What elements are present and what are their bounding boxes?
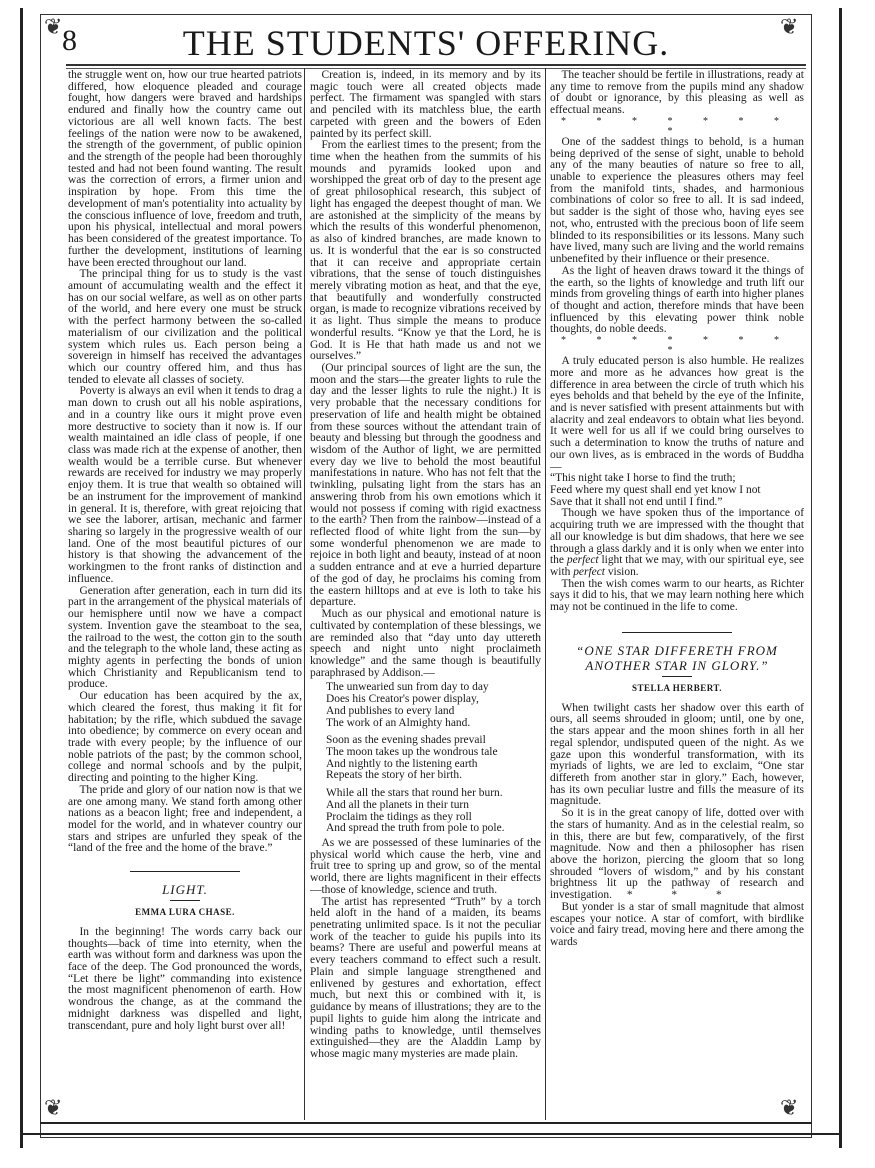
poem-line: The unwearied sun from day to day: [326, 681, 489, 694]
paragraph: (Our principal sources of light are the sun, the moon and the stars—the greater lights to rule the day and the lesser lights to rule the night.) It is very probable that the necessary conditions for preservation of life and health might be obtained from these sources without the attendant train of beauty and blessing but through the goodness and wisdom of the Author of light, we are permitted every day we live to behold the most beautiful manifestations in nature. Who has not felt that the twinkling, pulsating light from the stars has an answering throb from his own emotions which it would not possess if coming with rigid exactness to the earth? Then from the rainbow—instead of a reflected flood of white light from the sun—by some wonderful phenomenon we are made to rejoice in both light and beauty, instead of at noon a sudden entrance and at eve a hurried departure of the god of day, he proclaims his coming from the eastern hilltops and at eve is loth to take his departure.: [310, 361, 541, 609]
poem-line: Soon as the evening shades prevail: [326, 734, 486, 747]
quote-line: Feed where my quest shall end yet know I not: [550, 484, 761, 496]
article-author: EMMA LURA CHASE.: [135, 907, 235, 918]
text-run: So it is in the great canopy of life, dotted over with the stars of humanity. And as in the celestial realm, so in this, there are but few, comparatively, of the first magnitude. Now and then a philosopher has risen above the horizon, piercing the gloom that so long shrouded “lovers of wisdom,” and by his constant brightness lit up the pathway of research and investigation.: [550, 807, 804, 902]
paragraph: the struggle went on, how our true hearted patriots differed, how eloquence pleaded and courage fought, how dangers were braved and hardships endured and finally how the country came out victorious are all well known facts. The best feelings of the nation were now to be awakened, the strength of the government, of public opinion and the strength of the people had been thoroughly tested and had not been found wanting. The result was the correction of errors, a firmer union and inspiration by hope. From this time the development of man's potentiality into actuality by the conscious influence of love, freedom and truth, upon his physical, intellectual and moral powers has been considered of the greatest importance. To further the development, institutions of learning have been erected throughout our land.: [68, 70, 302, 269]
masthead: [44, 18, 808, 62]
section-asterisks: * * * * * * * *: [561, 335, 793, 357]
poem-line: While all the stars that round her burn.: [326, 787, 503, 800]
paragraph: [550, 808, 804, 902]
floral-ornament-icon: ❦: [780, 14, 799, 39]
paragraph: Our education has been acquired by the ax, which cleared the forest, thus making it fit for habitation; by the rifle, which subdued the savage into obedience; by commerce on every ocean and trade with every people; by the influence of our noble patriots of the past; by the common school, college and normal schools and by the pulpit, directing and pointing to the higher King.: [68, 690, 302, 785]
article-author: STELLA HERBERT.: [631, 682, 723, 693]
column-divider: [545, 68, 546, 1120]
text-run: light that we may, with our spiritual eye, see with: [550, 554, 804, 579]
poem: [326, 682, 541, 835]
header-rule: [66, 64, 806, 69]
section-asterisks: * * * * * * * *: [561, 115, 793, 137]
poem-line: And publishes to every land: [326, 704, 455, 717]
paragraph: As we are possessed of these luminaries of the physical world which cause the herb, vine and fruit tree to spring up and grow, so of the mental world, there are lights magnificent in their effects—those of knowledge, science and truth.: [310, 837, 541, 896]
paragraph: Poverty is always an evil when it tends to drag a man down to crush out all his noble aspirations, and in a country like ours it might prove even more destructive to society than it now is. If our wealth maintained an idle class of people, if one class was made rich at the expense of another, then wealth would be a terrible curse. But whenever rewards are received for industry we may properly enjoy them. It is true that wealth so obtained will be an instrument for the improvement of mankind in general. It is, therefore, with great rejoicing that we see the laborer, artisan, mechanic and farmer sharing so largely in the progressive wealth of our land. One of the most beautiful pictures of our history is that showing the advancement of the workingmen to the front ranks of distinction and influence.: [68, 385, 302, 585]
floral-ornament-icon: ❦: [44, 1095, 63, 1120]
paragraph: From the earliest times to the present; from the time when the heathen from the summits of his mounds and pyramids looked upon and worshipped the great orb of day to the present age of great philosophical research, this subject of light has engaged the deepest thought of man. We are astonished at the simplicity of the means by which the results of this wonderful phenomenon, as also of kindred branches, are made known to us. It is wonderful that the ear is so constructed that it can receive and appropriate certain vibrations, that the sense of touch distinguishes merely vibrating motion as heat, and that the eye, that beautifully and wonderfully constructed organ, is made to recognize vibrations received by it as light. Thus simple the means to produce wonderful results. “Know ye that the Lord, he is God. It is He that hath made us and not we ourselves.”: [310, 139, 541, 363]
text-run: vision.: [604, 566, 639, 579]
floral-ornament-icon: ❦: [44, 14, 63, 39]
text-run: Though we have spoken thus of the importance of acquiring truth we are impressed with the thought that all our knowledge is but dim shadows, that here we see through a glass darkly and it is only when we enter into the: [550, 507, 804, 567]
paragraph: The artist has represented “Truth” by a torch held aloft in the hand of a maiden, its beams penetrating unlimited space. Is it not the peculiar work of the teacher to guide his pupils into its beams? There are useful and powerful means at every teachers command to effect such a result. Plain and simple language strengthened and enlivened by gestures and exhortation, effect much, but next this or combined with it, is guidance by means of illustrations; they are to the pupil lights to guide him along the intricate and winding paths to knowledge, until themselves extinguished—they are the Aladdin Lamp by whose magic many mysteries are made plain.: [310, 895, 541, 1060]
poem-line: Proclaim the tidings as they roll: [326, 810, 472, 823]
poem-stanza: [326, 735, 541, 782]
article-title-line: ANOTHER STAR IN GLORY.”: [585, 657, 769, 673]
paragraph: As the light of heaven draws toward it the things of the earth, so the lights of knowledge and truth lift our minds from groveling things of earth into higher planes of thought and action, therefore minds that have been influenced by this elevating power think noble thoughts, do noble deeds.: [550, 264, 804, 336]
article-title: LIGHT.: [162, 882, 208, 898]
column-1: [68, 70, 302, 1120]
title-rule: [662, 676, 692, 677]
paragraph: Then the wish comes warm to our hearts, as Richter says it did to his, that we may learn nothing here which may not be continued in the life to come.: [550, 577, 804, 614]
page-number: 8: [62, 24, 77, 57]
paragraph: [550, 508, 804, 578]
paragraph: Generation after generation, each in turn did its part in the arrangement of the physical materials of our hemisphere until now we have a compact system. Invention gave the steamboat to the sea, the railroad to the west, the cotton gin to the south and the telegraph to the whole land, these acting as mighty agents in perfecting the bonds of union which Christianity and Republicanism tend to produce.: [68, 584, 302, 691]
paragraph: A truly educated person is also humble. He realizes more and more as he advances how great is the difference in area between the circle of truth which his eyes beholds and that beheld by the eye of the Infinite, and is never satisfied with present attainments but with alacrity and zeal endeavors to obtain what lies beyond. It were well for us all if we could bring ourselves to such a determination to know the truths of nature and our own lives, as is embraced in the words of Buddha—: [550, 355, 804, 473]
poem-line: Does his Creator's power display,: [326, 693, 479, 706]
article-title-line: “ONE STAR DIFFERETH FROM: [576, 642, 778, 658]
title-rule: [170, 900, 200, 901]
poem-line: And nightly to the listening earth: [326, 757, 478, 770]
paragraph: The teacher should be fertile in illustrations, ready at any time to remove from the pupils mind any shadow of doubt or ignorance, by this pleasing as well as effectual means.: [550, 70, 804, 117]
poem-line: And spread the truth from pole to pole.: [326, 822, 505, 835]
column-divider: [304, 68, 305, 1120]
bottom-rule: [20, 1133, 839, 1135]
publication-title: THE STUDENTS' OFFERING.: [182, 23, 670, 63]
paragraph: When twilight casts her shadow over this earth of ours, all seems shrouded in gloom; until, one by one, the stars appear and the moon shines forth in all her regal splendor, undisputed queen of the night. As we gaze upon this wonderful transformation, with its myriads of lights, we are led to exclaim, “One star differeth from another star in glory.” Each, however, has its own peculiar lustre and fills the measure of its magnitude.: [550, 701, 804, 808]
quotation: [550, 473, 804, 508]
section-rule: [130, 871, 240, 872]
paragraph: The pride and glory of our nation now is that we are one among many. We stand forth among other nations as a beacon light; free and independent, a model for the world, and in whatever country our stars and stripes are unfurled they speak of the “land of the free and the home of the brave.”: [68, 783, 302, 855]
poem-stanza: [326, 788, 541, 835]
poem-line: The moon takes up the wondrous tale: [326, 745, 498, 758]
paragraph: Much as our physical and emotional nature is cultivated by contemplation of these blessings, we are reminded also that “day unto day uttereth speech and night unto night proclaimeth knowledge” and the same though is beautifully paraphrased by Addison.—: [310, 608, 541, 679]
section-rule: [622, 632, 732, 633]
paragraph: One of the saddest things to behold, is a human being deprived of the sense of sight, unable to behold any of the many beauties of nature so free to all, unable to experience the pleasures others may feel from the manifold tints, shades, and harmonious combinations of color so free to all. It is sad indeed, but sadder is the sight of those who, having eyes see not, who, entrusted with the precious boon of life seem blinded to its responsibilities or its lessons. Many such have lived, many such are living and the world remains unbenefited by their influence or their presence.: [550, 135, 804, 266]
poem-line: And all the planets in their turn: [326, 798, 469, 811]
poem-line: Repeats the story of her birth.: [326, 769, 462, 782]
quote-line: Save that it shall not end until I find.”: [550, 495, 723, 508]
bottom-rule: [40, 1122, 812, 1124]
poem-line: The work of an Almighty hand.: [326, 716, 471, 729]
paragraph: The principal thing for us to study is the vast amount of accumulating wealth and the effect it has on our social welfare, as well as on other parts of the world, and here every one must be struck with the perfect harmony between the so-called materialism of our civilization and the political system which rules us. Each person being a sovereign in himself has received the advantages which our country offered him, and thus has tended to elevate all classes of society.: [68, 268, 302, 386]
article-title: [550, 643, 804, 673]
column-2: [310, 70, 541, 1120]
floral-ornament-icon: ❦: [780, 1095, 799, 1120]
section-asterisks: * * *: [626, 889, 740, 902]
paragraph: But yonder is a star of small magnitude that almost escapes your notice. A star of comfort, with birdlike voice and fairy tread, moving here and there among the wards: [550, 900, 804, 948]
quote-line: “This night take I horse to find the truth;: [550, 472, 736, 485]
column-3: [550, 70, 804, 1120]
poem-stanza: [326, 682, 541, 729]
paragraph: Creation is, indeed, in its memory and by its magic touch were all created objects made perfect. The firmament was spangled with stars and penciled with its matchless blue, the earth carpeted with green and the bowers of Eden painted by its perfect skill.: [310, 70, 541, 140]
paragraph: In the beginning! The words carry back our thoughts—back of time into eternity, when the earth was without form and darkness was upon the face of the deep. The God pronounced the words, “Let there be light” commanding into existence the most magnificent phenomenon of earth. How wondrous the change, as at the command the midnight darkness was dispelled and light, transcendant, pure and holy light burst over all!: [68, 925, 302, 1032]
emphasis: perfect: [573, 566, 605, 579]
emphasis: perfect: [566, 554, 599, 567]
